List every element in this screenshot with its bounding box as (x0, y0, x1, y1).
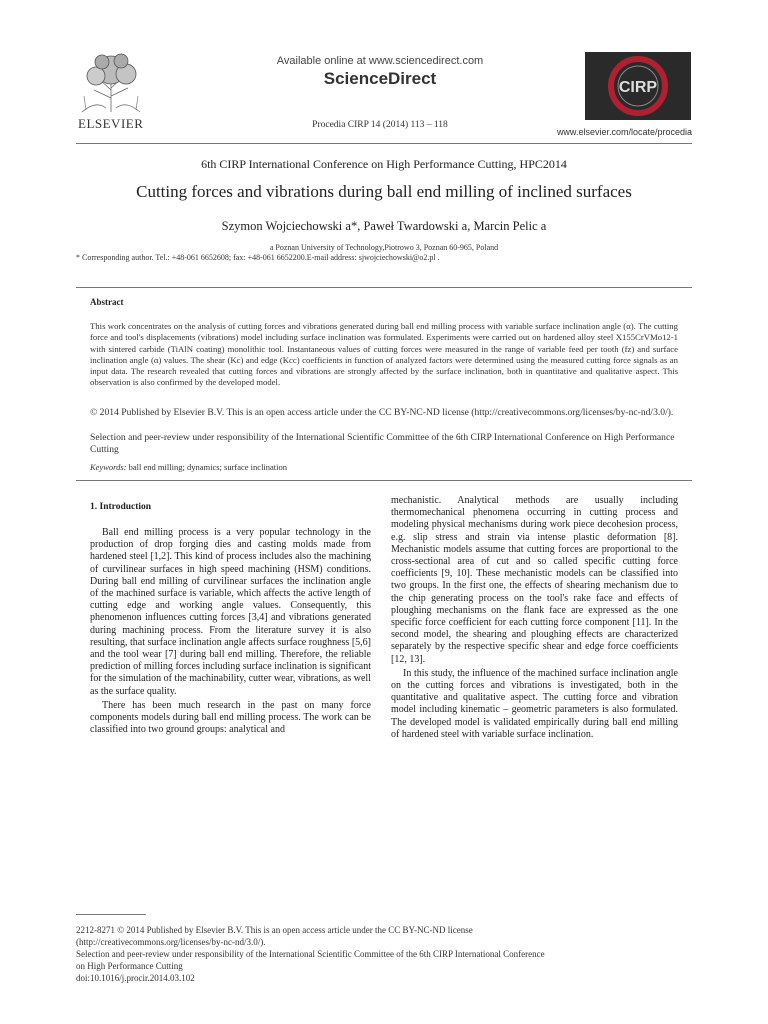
journal-url[interactable]: www.elsevier.com/locate/procedia (556, 127, 692, 137)
intro-paragraph-4: In this study, the influence of the machined surface inclination angle on the cutting forces and vibrations is investigated, both in the quantitative and qualitative aspect. The cutting force and vibration model including kinematic – geometric parameters is also formulated. The developed model is validated empirically during ball end milling of hardened steel with variable surface inclination. (391, 667, 678, 740)
keywords-list: ball end milling; dynamics; surface inclination (126, 462, 288, 472)
intro-paragraph-2: There has been much research in the past on many force components models during ball end milling process. The work can be classified into two ground groups: analytical and (90, 699, 371, 736)
sciencedirect-brand: ScienceDirect (323, 69, 437, 88)
footer-issn-license: 2212-8271 © 2014 Published by Elsevier B.V. This is an open access article under the CC BY-NC-ND license (76, 925, 473, 935)
footer-doi[interactable]: doi:10.1016/j.procir.2014.03.102 (76, 973, 195, 983)
left-column (90, 527, 371, 736)
elsevier-tree-logo (76, 50, 146, 116)
paper-title: Cutting forces and vibrations during ball end milling of inclined surfaces (136, 182, 632, 201)
keywords-label: Keywords: (90, 462, 127, 472)
keywords (90, 462, 287, 472)
footer-conference: on High Performance Cutting (76, 961, 183, 971)
abstract-text: This work concentrates on the analysis of cutting forces and vibrations generated during ball end milling process with variable surface inclination angle (α). The cutting force and tool's displacements (vibrations) model including surface inclination was formulated. Experiments were carried out on hardened alloy steel X155CrVMo12-1 with sintered carbide (TiAlN coating) monolithic tool. Instantaneous values of cutting forces were measured in the range of variable feed per tooth (fz) and surface inclination angle (α) values. The shear (Kc) and edge (Kcc) coefficients in function of analyzed factors were determined using the measured cutting force signals as an input data. The research revealed that cutting forces and vibrations are strongly affected by the surface inclination, both in quantitative and qualitative aspect. This observation is also confirmed by the developed model. (90, 321, 678, 388)
cirp-logo (585, 52, 691, 120)
journal-reference: Procedia CIRP 14 (2014) 113 – 118 (312, 120, 448, 130)
abstract-heading: Abstract (90, 297, 124, 307)
conference-name: 6th CIRP International Conference on High Performance Cutting, HPC2014 (201, 157, 567, 171)
intro-paragraph-1: Ball end milling process is a very popular technology in the production of drop forging dies and casting molds made from hardened steel [1,2]. This kind of process includes also the machining of curvilinear surfaces in high speed machining (HSM) conditions. During ball end milling of curvilinear surfaces the inclination angle of the machined surface is variable, which affects the active length of cutting edge and working angle values. Consequently, this phenomenon influences cutting forces [3,4] and vibrations generated during machining process. From the literature survey it is also resulting, that surface inclination angle affects surface roughness [5,6] and the tool wear [7] during ball end milling. Therefore, the reliable prediction of milling forces including surface inclination is significant for the simulation of the machinability, cutter wear, vibrations, as well as the surface quality. (90, 527, 371, 697)
section-heading-introduction: 1. Introduction (90, 502, 152, 512)
cirp-logo-text: CIRP (618, 79, 658, 96)
corresponding-author: * Corresponding author. Tel.: +48-061 6652608; fax: +48-061 6652200.E-mail address: sjwojciechowski@o2.pl . (76, 253, 440, 262)
header-divider (76, 143, 692, 144)
publisher-name: ELSEVIER (78, 116, 144, 131)
available-online-text: Available online at www.sciencedirect.com (276, 55, 484, 67)
footer-license-url[interactable]: (http://creativecommons.org/licenses/by-nc-nd/3.0/). (76, 937, 266, 947)
footer-review-note: Selection and peer-review under responsibility of the International Scientific Committee of the 6th CIRP International Conference (76, 949, 545, 959)
author-list: Szymon Wojciechowski a*, Paweł Twardowski a, Marcin Pelic a (221, 219, 547, 233)
abstract-review-note: Selection and peer-review under responsibility of the International Scientific Committee of the 6th CIRP International Conference on High Performance Cutting (90, 432, 675, 455)
footer-divider (76, 914, 146, 915)
abstract-license: © 2014 Published by Elsevier B.V. This is an open access article under the CC BY-NC-ND license (http://creativecommons.org/licenses/by-nc-nd/3.0/). (90, 407, 674, 418)
abstract-bottom-divider (76, 480, 692, 481)
affiliation: a Poznan University of Technology,Piotrowo 3, Poznan 60-965, Poland (269, 243, 499, 252)
right-column (391, 495, 678, 741)
abstract-top-divider (76, 287, 692, 288)
intro-paragraph-3: mechanistic. Analytical methods are usually including thermomechanical phenomena occurring in cutting process and modeling physical mechanisms during work piece decohesion process, e.g. slip stress and strain via intense plastic deformation [8]. Mechanistic models assume that cutting forces are proportional to the cross-sectional area of cut and so called specific cutting force coefficients [9, 10]. These mechanistic models can be classified into two groups. In the first one, the effects of shearing mechanism due to the chip generating process on the tool's rake face and effects of ploughing mechanisms on the flank face are expressed as the one specific force coefficient for each cutting force component [11]. In the second model, the shearing and ploughing effects are characterized separately by the respective specific shear and edge force coefficients [12, 13]. (391, 495, 678, 665)
